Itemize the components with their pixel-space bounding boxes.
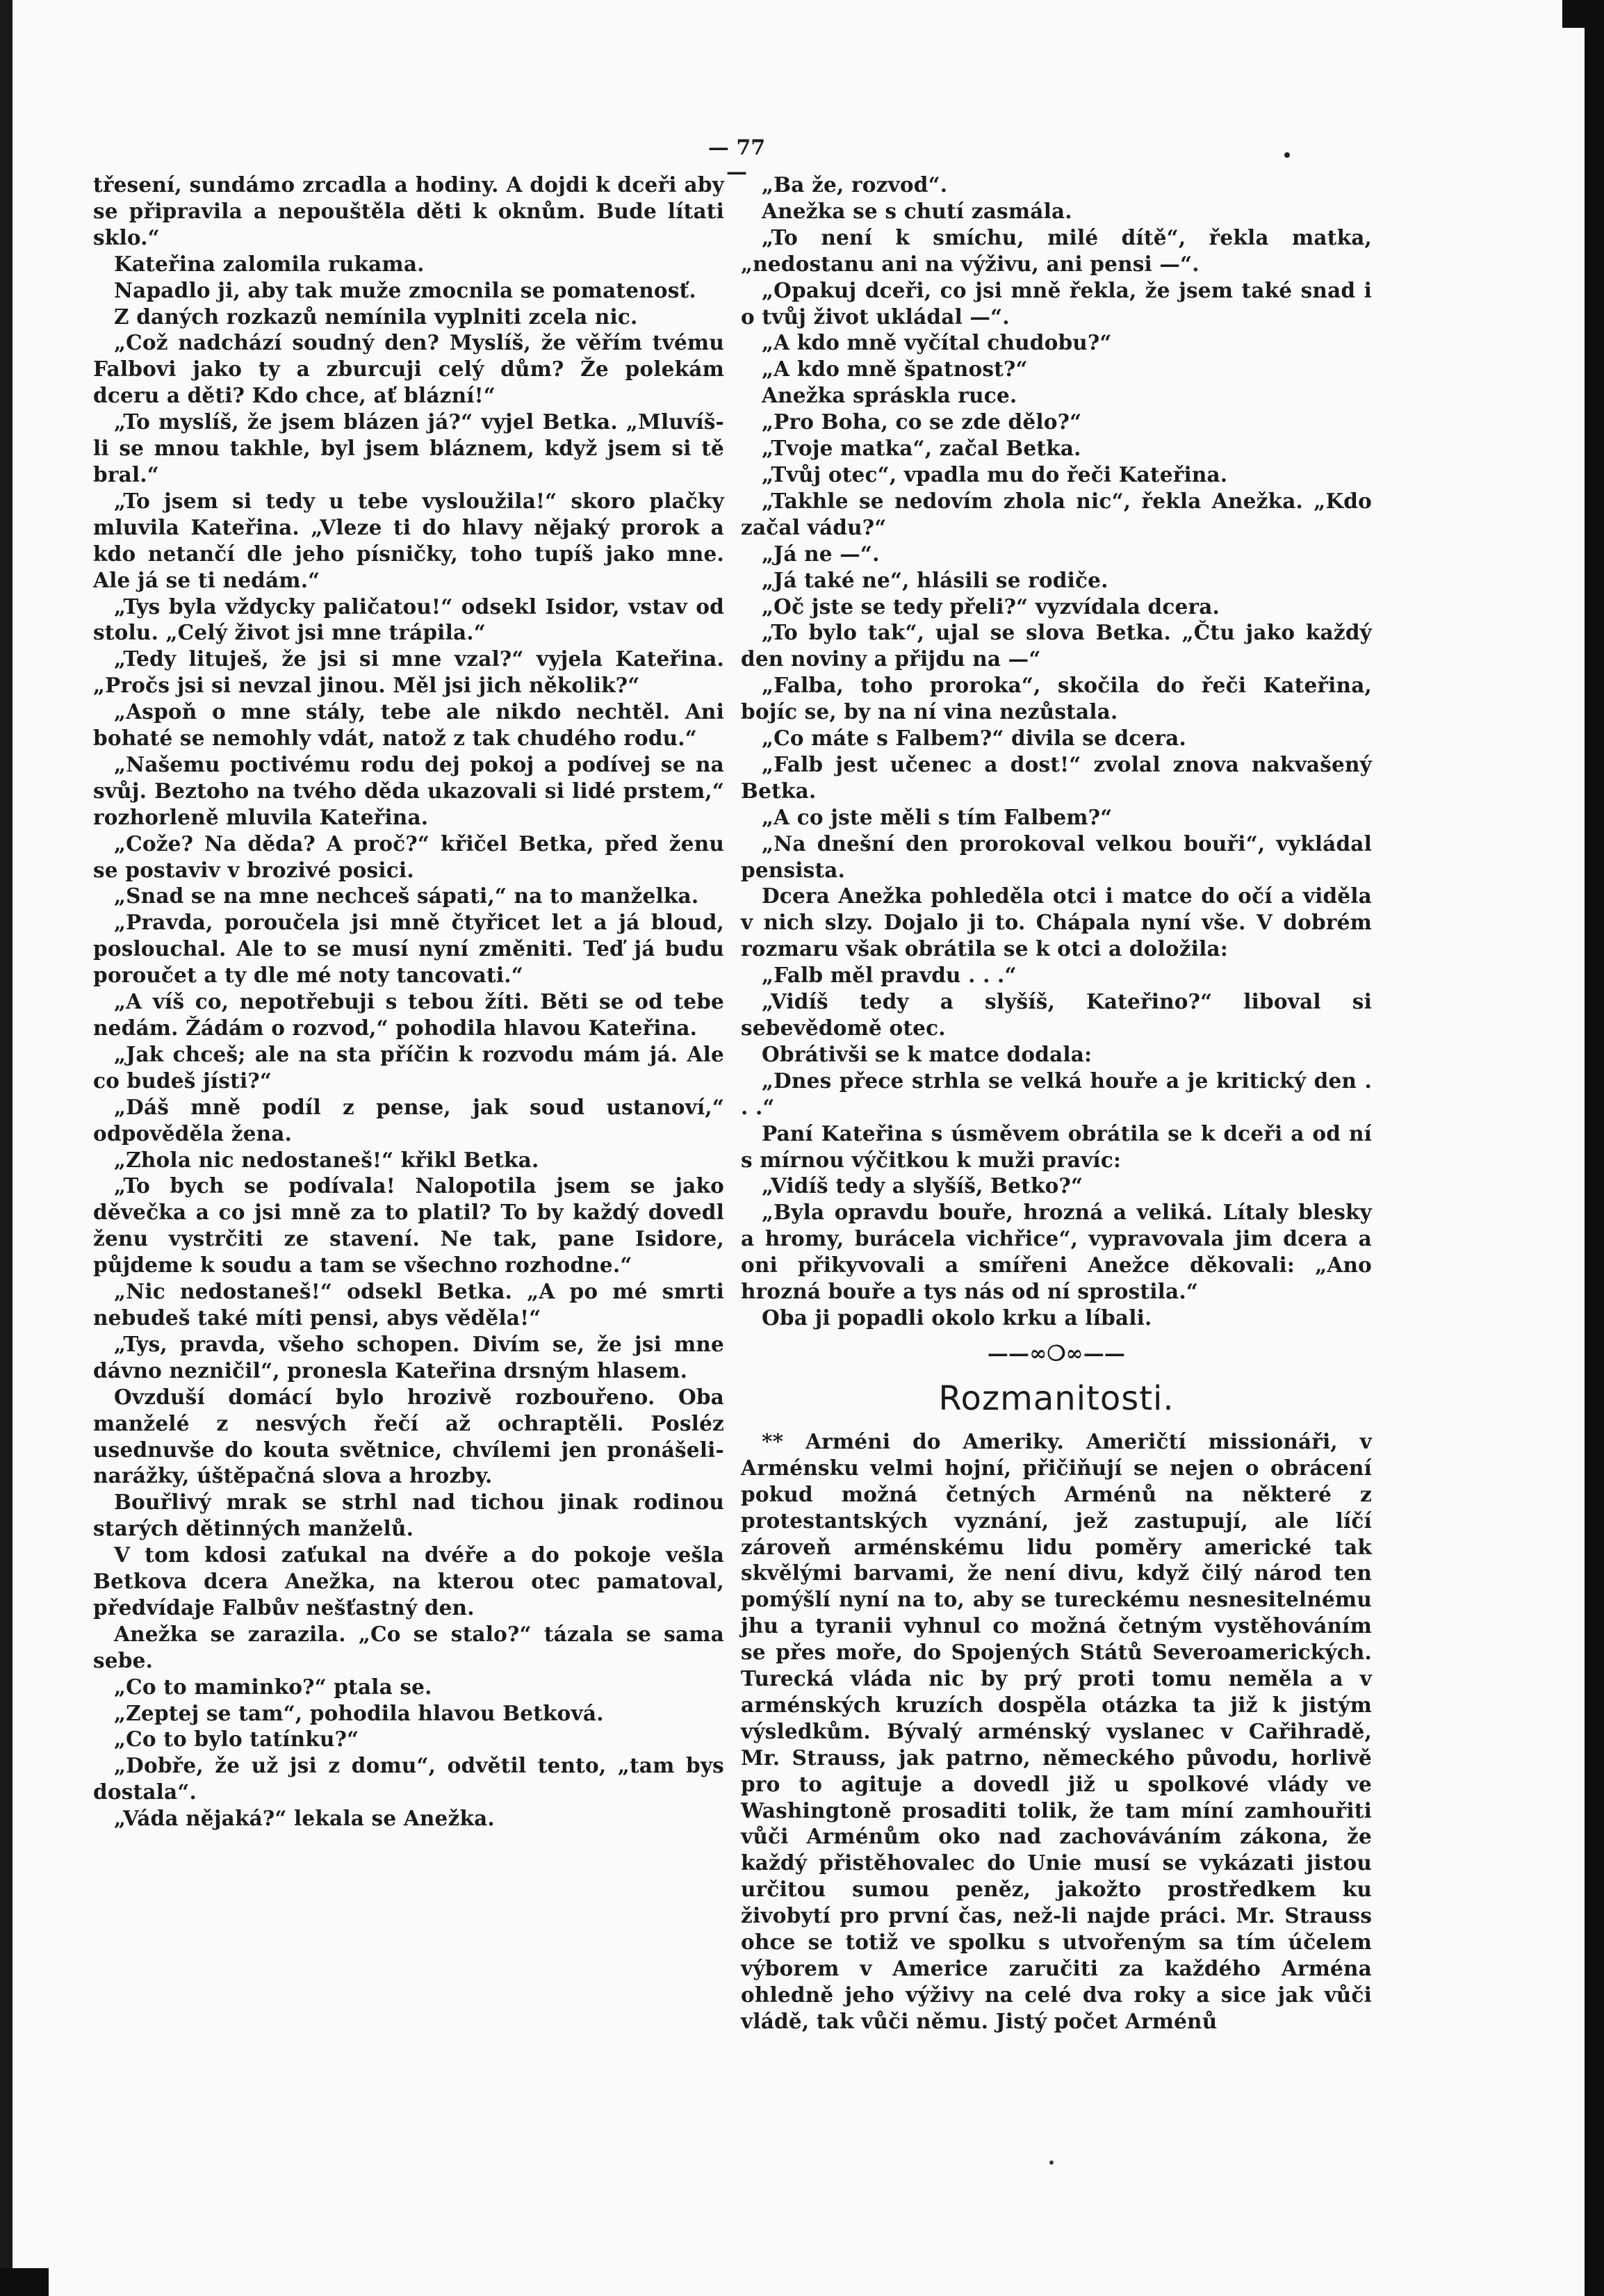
section-divider-ornament: ——∞❍∞——	[987, 1341, 1126, 1366]
left-column-paragraph: „Dobře, že už jsi z domu“, odvětil tento, „tam bys dostala“.	[93, 1753, 724, 1805]
right-column-paragraph: „Byla opravdu bouře, hrozná a veliká. Lítaly blesky a hromy, burácela vichřice“, vypravovala jim dcera a oni přikyvovali a smířeni Anežce děkovali: „Ano hrozná bouře a tys nás od ní sprostila.“	[741, 1200, 1372, 1304]
right-column-paragraph: „To bylo tak“, ujal se slova Betka. „Čtu jako každý den noviny a přijdu na —“	[741, 620, 1372, 671]
left-column-paragraph: „Co to bylo tatínku?“	[114, 1727, 359, 1752]
right-column-paragraph: „A kdo mně špatnost?“	[762, 357, 1028, 382]
left-column-paragraph: „Jak chceš; ale na sta příčin k rozvodu mám já. Ale co budeš jísti?“	[93, 1041, 724, 1093]
section-heading: Rozmanitosti.	[938, 1378, 1175, 1418]
left-column-paragraph: „Váda nějaká?“ lekala se Anežka.	[114, 1806, 495, 1831]
scan-corner-top-right	[1562, 0, 1604, 28]
left-column-paragraph: Napadlo ji, aby tak muže zmocnila se pomatenosť.	[114, 277, 696, 302]
right-column-paragraph: „A kdo mně vyčítal chudobu?“	[762, 330, 1112, 355]
left-column-paragraph: „To bych se podívala! Nalopotila jsem se jako děvečka a co jsi mně za to platil? To by každý dovedl ženu vystrčiti ze stavení. Ne tak, pane Isidore, půjdeme k soudu a tam se všechno rozhodne.“	[93, 1173, 724, 1278]
right-column-paragraph: „Tvoje matka“, začal Betka.	[762, 436, 1081, 461]
right-column-paragraph: „To není k smíchu, milé dítě“, řekla matka, „nedostanu ani na výživu, ani pensi —“.	[741, 225, 1372, 276]
right-column-paragraph: „A co jste měli s tím Falbem?“	[762, 804, 1113, 829]
left-column-paragraph: „To jsem si tedy u tebe vysloužila!“ skoro plačky mluvila Kateřina. „Vleze ti do hlavy nějaký prorok a kdo netančí dle jeho písničky, toho tupíš jako mne. Ale já se ti nedám.“	[93, 488, 724, 592]
left-column-paragraph: Z daných rozkazů nemínila vyplniti zcela nic.	[114, 304, 638, 329]
right-column-paragraph: „Co máte s Falbem?“ divila se dcera.	[762, 726, 1186, 751]
left-column-paragraph: Anežka se zarazila. „Co se stalo?“ tázala se sama sebe.	[93, 1621, 724, 1672]
left-column-paragraph: Ovzduší domácí bylo hrozivě rozbouřeno. Oba manželé z nesvých řečí až ochraptěli. Posléz usednuvše do kouta světnice, chvílemi jen pronášeli-narážky, úštěpačná slova a hrozby.	[93, 1384, 724, 1488]
article-paragraph: ** Arméni do Ameriky. Američtí missionáři, v Arménsku velmi hojní, přičiňují se nejen o obrácení pokud možná četných Arménů na některé z protestantských vyznání, jež zastupují, ale líčí zároveň arménskému lidu poměry americké tak skvělými barvami, že není divu, když čilý národ ten pomýšlí nyní na to, aby se tureckému nesnesitelnému jhu a tyranii vyhnul co možná četným vystěhováním se přes moře, do Spojených Států Severoamerických. Turecká vláda nic by prý proti tomu neměla a v arménských kruzích dospěla otázka ta již k jistým výsledkům. Bývalý arménský vyslanec v Cařihradě, Mr. Strauss, jak patrno, německého původu, horlivě pro to agituje a dovedl již u spolkové vlády ve Washingtoně prosaditi tolik, že tam míní zamhouřiti vůči Arménům oko nad zachováváním zákona, že každý přistěhovalec do Unie musí se vykázati jistou určitou sumou peněz, jakožto prostředkem ku živobytí pro první čas, než-li najde práci. Mr. Strauss ohce se totiž ve spolku s utvořeným sa tím účelem výborem v Americe zaručiti za každého Arména ohledně jeho výživy na celé dva roky a sice jak vůči vládě, tak vůči němu. Jistý počet Arménů	[741, 1428, 1372, 2033]
right-column-paragraph: „Pro Boha, co se zde dělo?“	[762, 409, 1082, 434]
left-column-paragraph: „Zhola nic nedostaneš!“ křikl Betka.	[114, 1147, 539, 1172]
right-column-paragraph: Dcera Anežka pohleděla otci i matce do očí a viděla v nich slzy. Dojalo ji to. Chápala nyní vše. V dobrém rozmaru však obrátila se k otci a doložila:	[741, 884, 1372, 961]
left-column	[93, 172, 724, 1832]
left-column-paragraph: Bouřlivý mrak se strhl nad tichou jinak rodinou starých dětinných manželů.	[93, 1490, 724, 1541]
left-column-paragraph: „Dáš mně podíl z pense, jak soud ustanoví,“ odpověděla žena.	[93, 1094, 724, 1146]
left-column-paragraph: „Tys byla vždycky paličatou!“ odsekl Isidor, vstav od stolu. „Celý život jsi mne trápila.“	[93, 594, 724, 645]
right-column-paragraph: „Na dnešní den prorokoval velkou bouři“, vykládal pensista.	[741, 831, 1372, 882]
right-column-paragraph: „Falb měl pravdu . . .“	[762, 963, 1017, 988]
left-column-paragraph: „To myslíš, že jsem blázen já?“ vyjel Betka. „Mluvíš-li se mnou takhle, byl jsem bláznem, když jsem si tě bral.“	[93, 409, 724, 487]
right-column-paragraphs	[741, 172, 1372, 1331]
right-column-paragraph: „Takhle se nedovím zhola nic“, řekla Anežka. „Kdo začal vádu?“	[741, 488, 1372, 539]
right-column-paragraph: Anežka spráskla ruce.	[762, 383, 1017, 408]
left-column-paragraph: „Aspoň o mne stály, tebe ale nikdo nechtěl. Ani bohaté se nemohly vdát, natož z tak chudého rodu.“	[93, 699, 724, 751]
right-column-paragraph: Obrátivši se k matce dodala:	[762, 1041, 1092, 1066]
left-column-paragraph: „Cože? Na děda? A proč?“ křičel Betka, před ženu se postaviv v brozivé posici.	[93, 831, 724, 882]
left-column-paragraph: „Nic nedostaneš!“ odsekl Betka. „A po mé smrti nebudeš také míti pensi, abys věděla!“	[93, 1279, 724, 1330]
right-column-paragraph: „Tvůj otec“, vpadla mu do řeči Kateřina.	[762, 462, 1228, 487]
right-column-paragraph: Oba ji popadli okolo krku a líbali.	[762, 1305, 1152, 1330]
right-column-paragraph: „Dnes přece strhla se velká houře a je kritický den . . .“	[741, 1068, 1372, 1119]
right-column-paragraph: „Vidíš tedy a slyšíš, Kateřino?“ liboval si sebevědomě otec.	[741, 989, 1372, 1040]
left-column-paragraph: třesení, sundámo zrcadla a hodiny. A dojdi k dceři aby se připravila a nepouštěla děti k oknům. Bude lítati sklo.“	[93, 172, 724, 250]
left-column-paragraph: „A víš co, nepotřebuji s tebou žíti. Běti se od tebe nedám. Žádám o rozvod,“ pohodila hlavou Kateřina.	[93, 989, 724, 1040]
left-column-paragraph: „Pravda, poroučela jsi mně čtyřicet let a já bloud, poslouchal. Ale to se musí nyní změniti. Teď já budu poroučet a ty dle mé noty tancovati.“	[93, 910, 724, 988]
right-column	[741, 172, 1372, 2035]
left-column-paragraph: „Našemu poctivému rodu dej pokoj a podívej se na svůj. Beztoho na tvého děda ukazovali si lidé prstem,“ rozhorleně mluvila Kateřina.	[93, 751, 724, 829]
right-column-paragraph: „Oč jste se tedy přeli?“ vyzvídala dcera.	[762, 594, 1220, 619]
right-column-paragraph: „Falb jest učenec a dost!“ zvolal znova nakvašený Betka.	[741, 751, 1372, 803]
left-column-paragraph: V tom kdosi zaťukal na dvéře a do pokoje vešla Betkova dcera Anežka, na kterou otec pamatoval, předvídaje Falbův nešťastný den.	[93, 1542, 724, 1620]
scan-corner-bottom-left	[0, 2268, 49, 2296]
right-column-paragraph: „Opakuj dceři, co jsi mně řekla, že jsem také snad i o tvůj život ukládal —“.	[741, 277, 1372, 329]
right-column-paragraph: „Já ne —“.	[762, 541, 880, 566]
left-column-paragraph: „Co to maminko?“ ptala se.	[114, 1674, 432, 1699]
right-column-paragraph: Paní Kateřina s úsměvem obrátila se k dceři a od ní s mírnou výčitkou k muži pravíc:	[741, 1121, 1372, 1172]
scan-border-left	[0, 0, 13, 2296]
left-column-paragraph: „Což nadchází soudný den? Myslíš, že věřím tvému Falbovi jako ty a zburcuji celý dům? Že polekám dceru a děti? Kdo chce, ať blázní!“	[93, 330, 724, 408]
page-number: — 77 —	[707, 136, 766, 184]
left-column-paragraph: „Tys, pravda, všeho schopen. Divím se, že jsi mne dávno nezničil“, pronesla Kateřina drsným hlasem.	[93, 1331, 724, 1383]
scan-speck	[1049, 2160, 1054, 2165]
left-column-paragraph: „Zeptej se tam“, pohodila hlavou Betková.	[114, 1700, 604, 1725]
left-column-paragraph: Kateřina zalomila rukama.	[114, 251, 425, 276]
right-column-paragraph: Anežka se s chutí zasmála.	[762, 198, 1072, 223]
right-column-paragraph: „Ba že, rozvod“.	[762, 172, 948, 197]
right-column-paragraph: „Já také ne“, hlásili se rodiče.	[762, 567, 1108, 592]
right-column-paragraph: „Falba, toho proroka“, skočila do řeči Kateřina, bojíc se, by na ní vina nezůstala.	[741, 673, 1372, 724]
left-column-paragraph: „Tedy lituješ, že jsi si mne vzal?“ vyjela Kateřina. „Pročs jsi si nevzal jinou. Měl jsi jich několik?“	[93, 646, 724, 698]
left-column-paragraph: „Snad se na mne nechceš sápati,“ na to manželka.	[114, 884, 699, 909]
scan-border-right	[1585, 0, 1604, 2296]
decorative-dot	[1284, 152, 1290, 158]
right-column-paragraph: „Vidíš tedy a slyšíš, Betko?“	[762, 1173, 1083, 1198]
